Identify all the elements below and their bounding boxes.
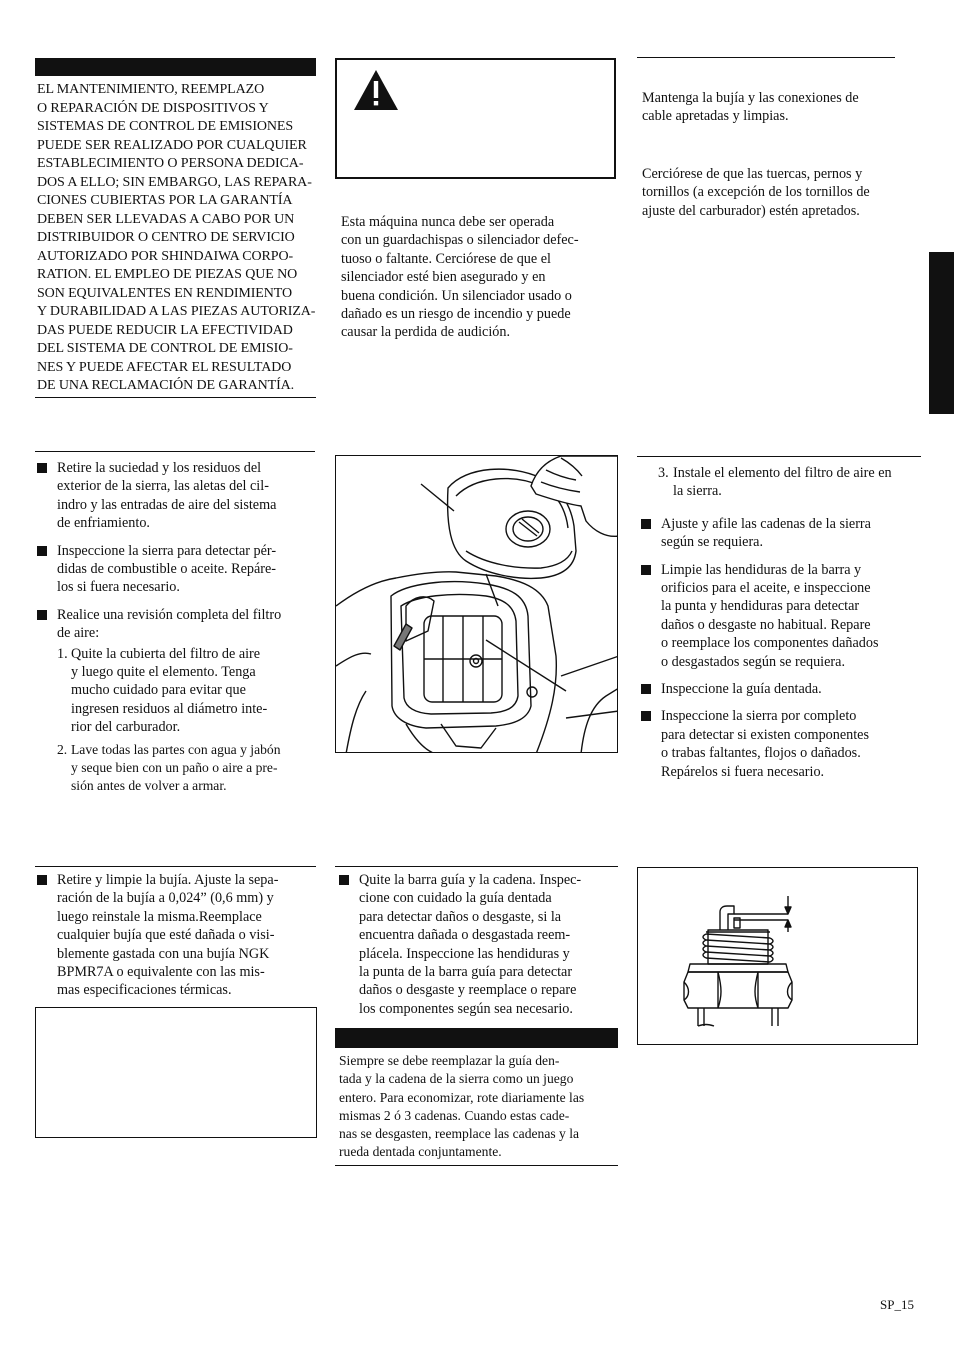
text-line: Repárelos si fuera necesario. [661,763,825,780]
text-line: luego reinstale la misma.Reemplace [57,908,262,925]
list-item [641,561,926,671]
section-header-bar [35,58,316,76]
bullet-icon [339,875,349,885]
text-line: CIONES CUBIERTAS POR LA GARANTÍA [37,193,293,208]
numbered-step [641,464,926,501]
text-line: Quite la cubierta del filtro de aire [71,645,261,662]
text-line: Esta máquina nunca debe ser operada [341,214,555,230]
text-line: DEBEN SER LLEVADAS A CABO POR UN [37,211,295,227]
step-number: 2. [57,741,68,757]
text-line: orificios para el aceite, e inspeccione [661,580,871,597]
text-line: Limpie las hendiduras de la barra y [661,561,862,578]
text-line: la punta de la barra guía para detectar [359,964,573,981]
guide-bar-instructions [339,871,624,1027]
text-line: cualquier bujía que esté dañada o visi- [57,927,275,944]
bullet-icon [641,684,651,694]
text-line: nas se desgasten, reemplace las cadenas y la [339,1126,580,1142]
text-line: según se requiera. [661,534,764,551]
bullet-icon [641,519,651,529]
text-line: mas especificaciones térmicas. [57,982,232,999]
text-line: ESTABLECIMIENTO O PERSONA DEDICA- [37,156,304,171]
text-line: Lave todas las partes con agua y jabón [71,741,281,757]
text-line: la punta y hendiduras para detectar [661,598,860,615]
note-header-bar [335,1028,618,1048]
cleaning-instructions [37,459,322,804]
text-line: DAS PUEDE REDUCIR LA EFECTIVIDAD [37,322,293,338]
text-line: dañado es un riesgo de incendio y puede [341,306,571,323]
text-line: los si fuera necesario. [57,579,180,596]
text-line: tada y la cadena de la sierra como un juego [339,1071,574,1087]
text-line: buena condición. Un silenciador usado o [341,287,572,304]
list-item [641,707,926,781]
text-line: ingresen residuos al diámetro inte- [71,700,268,717]
bullet-icon [641,565,651,575]
text-line: Retire y limpie la bujía. Ajuste la sepa- [57,872,279,888]
maintenance-steps [641,462,926,790]
divider [35,397,316,398]
text-line: ajuste del carburador) estén apretados. [642,202,860,219]
text-line: NES Y PUEDE AFECTAR EL RESULTADO [37,359,292,375]
text-line: entero. Para economizar, rote diariamente las [339,1089,585,1105]
text-line: Retire la suciedad y los residuos del [57,460,262,476]
text-line: didas de combustible o aceite. Repáre- [57,561,277,578]
text-line: daños o desgaste no habitual. Repare [661,616,871,633]
list-item [37,459,322,533]
text-line: DISTRIBUIDOR O CENTRO DE SERVICIO [37,230,295,245]
text-line: los componentes según sea necesario. [359,1000,573,1017]
text-line: ración de la bujía a 0,024” (0,6 mm) y [57,890,274,907]
warning-box [335,58,616,179]
text-line: Quite la barra guía y la cadena. Inspec- [359,872,582,888]
fasteners-text [642,165,927,220]
numbered-step [57,741,322,796]
text-line: Mantenga la bujía y las conexiones de [642,90,859,106]
warning-triangle-icon [352,68,400,112]
text-line: Cerciórese de que las tuercas, pernos y [642,166,863,182]
list-item [37,606,322,795]
empty-note-box [35,1007,317,1138]
text-line: la sierra. [673,483,722,500]
text-line: con un guardachispas o silenciador defec- [341,232,579,249]
bullet-icon [37,463,47,473]
text-line: Y DURABILIDAD A LAS PIEZAS AUTORIZA- [37,304,316,319]
text-line: Instale el elemento del filtro de aire en [673,465,892,481]
text-line: O REPARACIÓN DE DISPOSITIVOS Y [37,100,269,116]
text-line: DOS A ELLO; SIN EMBARGO, LAS REPARA- [37,174,312,190]
numbered-step [57,645,322,737]
text-line: DE UNA RECLAMACIÓN DE GARANTÍA. [37,378,295,393]
text-line: o reemplace los componentes dañados [661,635,879,652]
text-line: cable apretadas y limpias. [642,108,789,125]
text-line: silenciador esté bien asegurado y en [341,269,546,286]
text-line: mismas 2 ó 3 cadenas. Cuando estas cade- [339,1107,570,1123]
list-item [37,871,322,1000]
page-number: SP_15 [880,1297,914,1312]
text-line: BPMR7A o equivalente con las mis- [57,964,265,981]
air-filter-drawing [336,456,618,753]
text-line: Siempre se debe reemplazar la guía den- [339,1053,560,1068]
step-number: 3. [658,465,669,481]
text-line: daños o desgaste y reemplace o repare [359,982,577,999]
muffler-warning-text [341,213,626,342]
text-line: Inspeccione la guía dentada. [661,681,822,698]
text-line: para detectar si existen componentes [661,726,869,743]
text-line: SON EQUIVALENTES EN RENDIMIENTO [37,285,292,301]
list-item [641,515,926,552]
text-line: AUTORIZADO POR SHINDAIWA CORPO- [37,248,294,264]
bullet-icon [641,711,651,721]
text-line: Inspeccione la sierra para detectar pér- [57,542,277,559]
text-line: indro y las entradas de aire del sistema [57,496,277,513]
text-line: rior del carburador. [71,719,181,736]
divider [637,57,895,58]
text-line: para detectar daños o desgaste, si la [359,908,562,925]
text-line: y luego quite el elemento. Tenga [71,664,256,681]
text-line: Ajuste y afile las cadenas de la sierra [661,515,871,532]
spark-plug-instructions [37,871,322,1009]
text-line: RATION. EL EMPLEO DE PIEZAS QUE NO [37,267,298,282]
text-line: o trabas faltantes, flojos o dañados. [661,745,861,762]
text-line: tuoso o faltante. Cerciórese de que el [341,250,551,267]
spark-plug-connections-text [642,89,922,126]
bullet-icon [37,546,47,556]
bullet-icon [37,875,47,885]
list-item [37,542,322,597]
text-line: PUEDE SER REALIZADO POR CUALQUIER [37,137,307,153]
text-line: mucho cuidado para evitar que [71,682,246,699]
text-line: causar la perdida de audición. [341,324,510,341]
text-line: de enfriamiento. [57,515,150,532]
list-item [641,680,926,698]
text-line: EL MANTENIMIENTO, REEMPLAZO [37,82,265,97]
text-line: tornillos (a excepción de los tornillos de [642,184,870,201]
step-number: 1. [57,645,68,662]
divider [35,451,315,452]
divider [637,456,921,457]
text-line: encuentra dañada o desgastada reem- [359,927,571,944]
text-line: plácela. Inspeccione las hendiduras y [359,945,570,962]
text-line: de aire: [57,625,100,642]
bullet-icon [37,610,47,620]
text-line: cione con cuidado la guía dentada [359,890,552,907]
text-line: rueda dentada conjuntamente. [339,1144,502,1160]
text-line: Realice una revisión completa del filtro [57,606,282,623]
sprocket-note-text [339,1052,624,1162]
section-tab-marker [929,252,954,414]
text-line: o desgastados según se requiera. [661,653,845,670]
list-item [339,871,624,1018]
divider [35,866,316,867]
text-line: exterior de la sierra, las aletas del cil- [57,478,269,495]
divider [335,1165,618,1166]
text-line: blemente gastada con una bujía NGK [57,945,270,962]
text-line: y seque bien con un paño o aire a pre- [71,759,278,775]
emissions-warning-text [37,81,319,396]
text-line: sión antes de volver a armar. [71,778,227,794]
air-filter-illustration [335,455,618,753]
spark-plug-illustration [637,867,918,1045]
text-line: DEL SISTEMA DE CONTROL DE EMISIO- [37,341,293,356]
text-line: Inspeccione la sierra por completo [661,708,857,725]
text-line: SISTEMAS DE CONTROL DE EMISIONES [37,119,294,134]
spark-plug-icon [638,868,919,1046]
divider [335,866,618,867]
